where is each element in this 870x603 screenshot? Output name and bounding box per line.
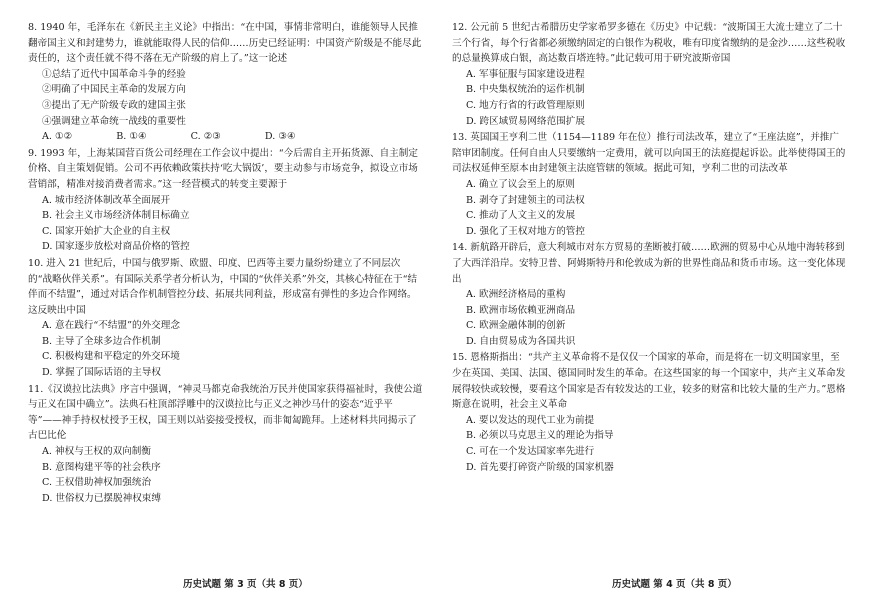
right-page-column <box>452 20 847 476</box>
question-13-option-d: D. 强化了王权对地方的管控 <box>466 225 585 237</box>
question-8-option-a: A. ①② <box>42 131 73 143</box>
question-10-option-d: D. 掌握了国际话语的主导权 <box>42 367 161 379</box>
question-14-option-c: C. 欧洲金融体制的创新 <box>466 320 566 332</box>
question-8-item-1: ①总结了近代中国革命斗争的经验 <box>42 68 186 80</box>
question-8-option-d: D. ③④ <box>264 131 296 143</box>
question-11-option-b: B. 意图构建平等的社会秩序 <box>42 461 161 473</box>
question-14-stem: 14. 新航路开辟后，意大利城市对东方贸易的垄断被打破……欧洲的贸易中心从地中海转移到了大西洋沿岸。安特卫普、阿姆斯特丹和伦敦成为新的世界性商品和货币市场。这一变化体现出 <box>452 242 846 285</box>
page-footer-right: 历史试题 第 4 页（共 8 页） <box>612 579 737 590</box>
question-8-options <box>28 129 423 145</box>
question-9-option-c: C. 国家开始扩大企业的自主权 <box>42 225 171 237</box>
question-15-stem: 15. 恩格斯指出：“共产主义革命将不是仅仅一个国家的革命，而是将在一切文明国家里，至少在英国、美国、法国、德国同时发生的革命。在这些国家的每一个国家中，共产主义革命发展得较快或较慢，要看这个国家是否有较发达的工业，较多的财富和比较大量的生产力。”恩格斯意在说明，社会主义革命 <box>452 352 846 411</box>
question-11-stem: 11.《汉谟拉比法典》序言中强调，“神灵马都克命我统治万民并使国家获得福祉时，我使公道与正义在国中确立”。法典石柱顶部浮雕中的汉谟拉比与正义之神沙马什的姿态“近乎平等”——神手持权杖授予王权，国王则以站姿接受授权，而非匍匐跪拜。上述材料共同揭示了古巴比伦 <box>28 383 423 442</box>
question-10-option-b: B. 主导了全球多边合作机制 <box>42 335 161 347</box>
question-14-option-d: D. 自由贸易成为各国共识 <box>466 335 576 347</box>
left-page-column <box>28 20 423 507</box>
question-13-option-a: A. 确立了议会至上的原则 <box>466 178 575 190</box>
question-8-option-c: C. ②③ <box>190 131 221 143</box>
question-10 <box>28 256 423 381</box>
question-8 <box>28 20 423 145</box>
question-10-stem: 10. 进入 21 世纪后，中国与俄罗斯、欧盟、印度、巴西等主要力量纷纷建立了不同层次的“战略伙伴关系”。有国际关系学者分析认为，中国的“伙伴关系”外交，其核心特征在于“结伴而不结盟”，通过对话合作机制管控分歧、拓展共同利益，形成富有弹性的多边合作网络。这反映出中国 <box>28 257 418 316</box>
question-9-option-a: A. 城市经济体制改革全面展开 <box>42 194 171 206</box>
question-12-option-d: D. 跨区域贸易网络范围扩展 <box>466 115 585 127</box>
question-12 <box>452 20 847 129</box>
question-13 <box>452 130 847 239</box>
question-14-option-b: B. 欧洲市场依赖亚洲商品 <box>466 304 576 316</box>
question-9-option-b: B. 社会主义市场经济体制目标确立 <box>42 210 190 222</box>
question-12-option-b: B. 中央集权统治的运作机制 <box>466 84 585 96</box>
question-11 <box>28 382 423 507</box>
question-14 <box>452 240 847 349</box>
page-footer-left: 历史试题 第 3 页（共 8 页） <box>183 579 308 590</box>
question-12-option-a: A. 军事征服与国家建设进程 <box>466 68 585 80</box>
question-13-stem: 13. 英国国王亨利二世（1154—1189 年在位）推行司法改革，建立了“王座法庭”，并推广陪审团制度。任何自由人只要缴纳一定费用，就可以向国王的法庭提起诉讼。此举使得国王的司法权延伸至原本由封建领主法庭管辖的领域。据此可知，亨利二世的司法改革 <box>452 132 846 175</box>
question-11-option-c: C. 王权借助神权加强统治 <box>42 477 152 489</box>
question-8-item-2: ②明确了中国民主革命的发展方向 <box>42 84 186 96</box>
question-13-option-c: C. 推动了人文主义的发展 <box>466 210 576 222</box>
question-9 <box>28 146 423 255</box>
question-12-option-c: C. 地方行省的行政管理原则 <box>466 99 585 111</box>
question-15-option-b: B. 必须以马克思主义的理论为指导 <box>466 430 614 442</box>
question-11-option-d: D. 世俗权力已摆脱神权束缚 <box>42 492 161 504</box>
question-8-item-3: ③提出了无产阶级专政的建国主张 <box>42 99 186 111</box>
question-15-option-d: D. 首先要打碎资产阶级的国家机器 <box>466 461 614 473</box>
question-8-option-b: B. ①④ <box>116 131 147 143</box>
question-10-option-c: C. 积极构建和平稳定的外交环境 <box>42 351 180 363</box>
question-15-option-a: A. 要以发达的现代工业为前提 <box>466 414 595 426</box>
question-10-option-a: A. 意在践行“不结盟”的外交理念 <box>42 320 180 332</box>
question-15-option-c: C. 可在一个发达国家率先进行 <box>466 446 595 458</box>
question-8-stem: 8. 1940 年，毛泽东在《新民主主义论》中指出：“在中国，事情非常明白，谁能领导人民推翻帝国主义和封建势力，谁就能取得人民的信仰……历史已经证明：中国资产阶级是不能尽此责任的，这个责任就不得不落在无产阶级的肩上了。”这一论述 <box>28 22 422 65</box>
question-9-option-d: D. 国家逐步放松对商品价格的管控 <box>42 241 190 253</box>
question-12-stem: 12. 公元前 5 世纪古希腊历史学家希罗多德在《历史》中记载：“波斯国王大流士建立了二十三个行省，每个行省都必须缴纳固定的白银作为税收，唯有印度省缴纳的是金沙……这些税收的总量换算成白银，高达数百塔连特。”此记载可用于研究波斯帝国 <box>452 22 846 65</box>
question-14-option-a: A. 欧洲经济格局的重构 <box>466 289 566 301</box>
question-15 <box>452 350 847 475</box>
question-8-item-4: ④强调建立革命统一战线的重要性 <box>42 115 186 127</box>
question-11-option-a: A. 神权与王权的双向制衡 <box>42 446 151 458</box>
question-9-stem: 9. 1993 年，上海某国营百货公司经理在工作会议中提出：“今后需自主开拓货源、自主制定价格、自主策划促销。公司不再依赖政策扶持‘吃大锅饭’，要主动参与市场竞争，拟设立市场营销部，精准对接消费者需求。”这一经营模式的转变主要源于 <box>28 147 418 190</box>
question-13-option-b: B. 剥夺了封建领主的司法权 <box>466 194 585 206</box>
